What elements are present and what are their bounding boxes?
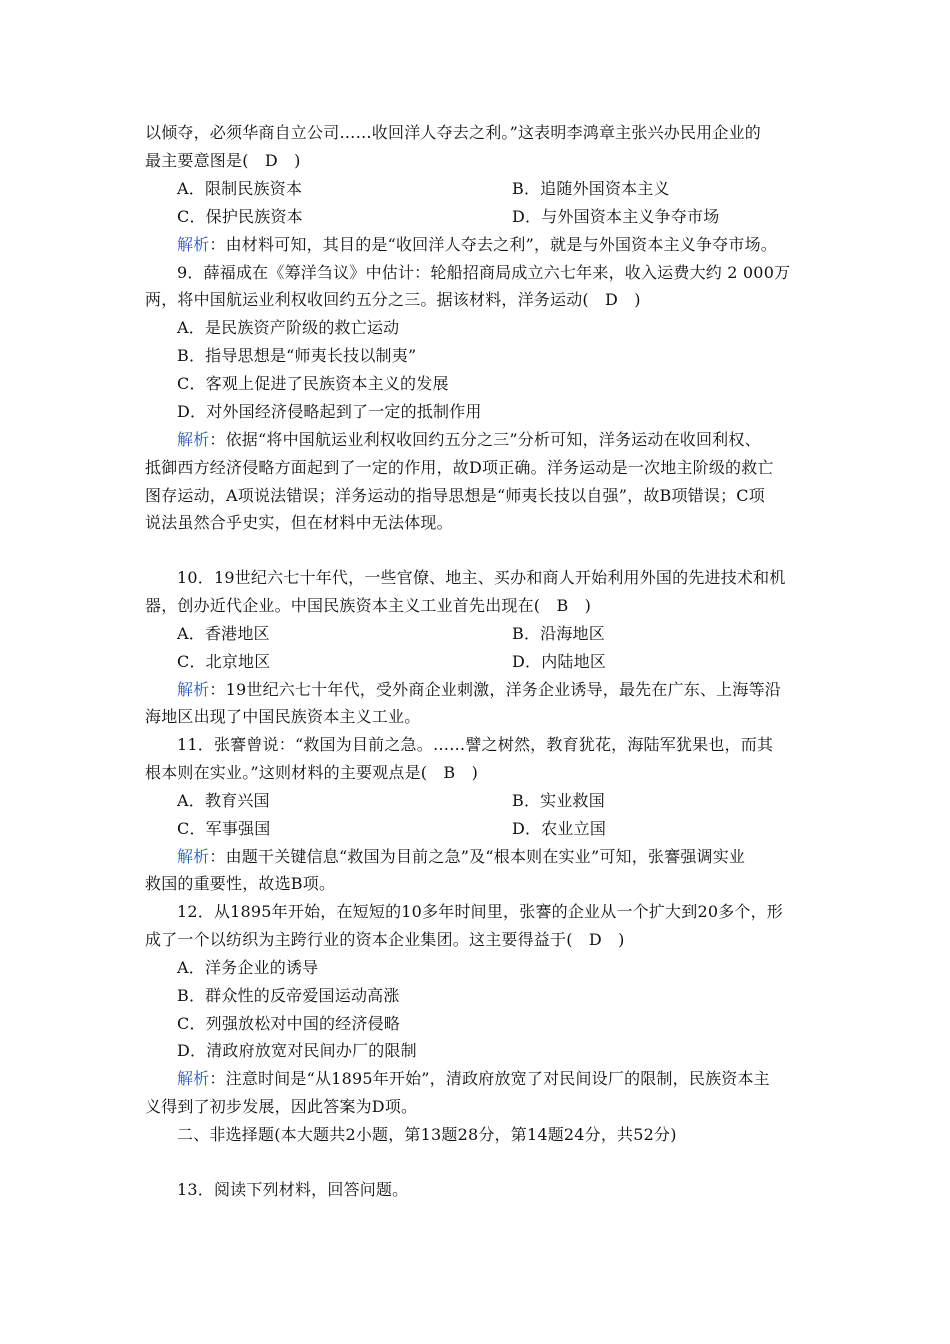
q13-stem: 13．阅读下列材料，回答问题。 bbox=[177, 1180, 409, 1199]
q10-option-b: B．沿海地区 bbox=[512, 624, 605, 643]
q11-stem-line2: 根本则在实业。”这则材料的主要观点是( B ) bbox=[145, 763, 479, 782]
q12-option-b: B．群众性的反帝爱国运动高涨 bbox=[177, 986, 400, 1005]
q8-stem-line1: 以倾夺，必须华商自立公司……收回洋人夺去之利。”这表明李鸿章主张兴办民用企业的 bbox=[145, 123, 761, 142]
q10-option-c: C．北京地区 bbox=[177, 652, 271, 671]
q10-explanation-line1: 解析：19世纪六七十年代，受外商企业刺激，洋务企业诱导，最先在广东、上海等沿 bbox=[177, 680, 781, 699]
q11-option-d: D．农业立国 bbox=[512, 819, 607, 838]
q12-option-a: A．洋务企业的诱导 bbox=[177, 958, 319, 977]
q12-stem-line1: 12．从1895年开始，在短短的10多年时间里，张謇的企业从一个扩大到20多个，形 bbox=[177, 902, 783, 921]
q11-option-c: C．军事强国 bbox=[177, 819, 271, 838]
q12-explanation-line1: 解析：注意时间是“从1895年开始”，清政府放宽了对民间设厂的限制，民族资本主 bbox=[177, 1069, 770, 1088]
q9-option-d: D．对外国经济侵略起到了一定的抵制作用 bbox=[177, 402, 482, 421]
q11-option-b: B．实业救国 bbox=[512, 791, 605, 810]
q8-option-c: C．保护民族资本 bbox=[177, 207, 303, 226]
explanation-label: 解析 bbox=[177, 1069, 210, 1088]
q11-option-a: A．教育兴国 bbox=[177, 791, 270, 810]
q9-stem-line1: 9．薛福成在《筹洋刍议》中估计：轮船招商局成立六七年来，收入运费大约 2 000万 bbox=[177, 263, 791, 282]
q12-option-c: C．列强放松对中国的经济侵略 bbox=[177, 1014, 401, 1033]
q12-explanation-line2: 义得到了初步发展，因此答案为D项。 bbox=[145, 1097, 418, 1116]
explanation-label: 解析 bbox=[177, 847, 210, 866]
q10-stem-line1: 10．19世纪六七十年代，一些官僚、地主、买办和商人开始利用外国的先进技术和机 bbox=[177, 568, 786, 587]
explanation-label: 解析 bbox=[177, 680, 210, 699]
q10-stem-line2: 器，创办近代企业。中国民族资本主义工业首先出现在( B ) bbox=[145, 596, 592, 615]
q9-explanation-line1: 解析：依据“将中国航运业利权收回约五分之三”分析可知，洋务运动在收回利权、 bbox=[177, 430, 761, 449]
q8-option-d: D．与外国资本主义争夺市场 bbox=[512, 207, 720, 226]
section-heading: 二、非选择题(本大题共2小题，第13题28分，第14题24分，共52分) bbox=[177, 1125, 677, 1144]
q10-option-a: A．香港地区 bbox=[177, 624, 270, 643]
q9-explanation-line2: 抵御西方经济侵略方面起到了一定的作用，故D项正确。洋务运动是一次地主阶级的救亡 bbox=[145, 458, 774, 477]
q9-option-c: C．客观上促进了民族资本主义的发展 bbox=[177, 374, 449, 393]
q9-option-a: A．是民族资产阶级的救亡运动 bbox=[177, 318, 400, 337]
q8-stem-line2: 最主要意图是( D ) bbox=[145, 151, 301, 170]
q10-explanation-line2: 海地区出现了中国民族资本主义工业。 bbox=[145, 707, 421, 726]
q11-stem-line1: 11．张謇曾说：“救国为目前之急。……譬之树然，教育犹花，海陆军犹果也，而其 bbox=[177, 735, 774, 754]
q11-explanation-line1: 解析：由题干关键信息“救国为目前之急”及“根本则在实业”可知，张謇强调实业 bbox=[177, 847, 746, 866]
q9-stem-line2: 两，将中国航运业利权收回约五分之三。据该材料，洋务运动( D ) bbox=[145, 290, 641, 309]
q9-option-b: B．指导思想是“师夷长技以制夷” bbox=[177, 346, 417, 365]
q9-explanation-line4: 说法虽然合乎史实，但在材料中无法体现。 bbox=[145, 513, 453, 532]
explanation-label: 解析 bbox=[177, 430, 210, 449]
explanation-label: 解析 bbox=[177, 235, 210, 254]
q8-option-a: A．限制民族资本 bbox=[177, 179, 303, 198]
q8-option-b: B．追随外国资本主义 bbox=[512, 179, 670, 198]
q11-explanation-line2: 救国的重要性，故选B项。 bbox=[145, 874, 336, 893]
q12-stem-line2: 成了一个以纺织为主跨行业的资本企业集团。这主要得益于( D ) bbox=[145, 930, 625, 949]
q8-explanation: 解析：由材料可知，其目的是“收回洋人夺去之利”，就是与外国资本主义争夺市场。 bbox=[177, 235, 777, 254]
q12-option-d: D．清政府放宽对民间办厂的限制 bbox=[177, 1041, 417, 1060]
q10-option-d: D．内陆地区 bbox=[512, 652, 607, 671]
q9-explanation-line3: 图存运动，A项说法错误；洋务运动的指导思想是“师夷长技以自强”，故B项错误；C项 bbox=[145, 486, 765, 505]
